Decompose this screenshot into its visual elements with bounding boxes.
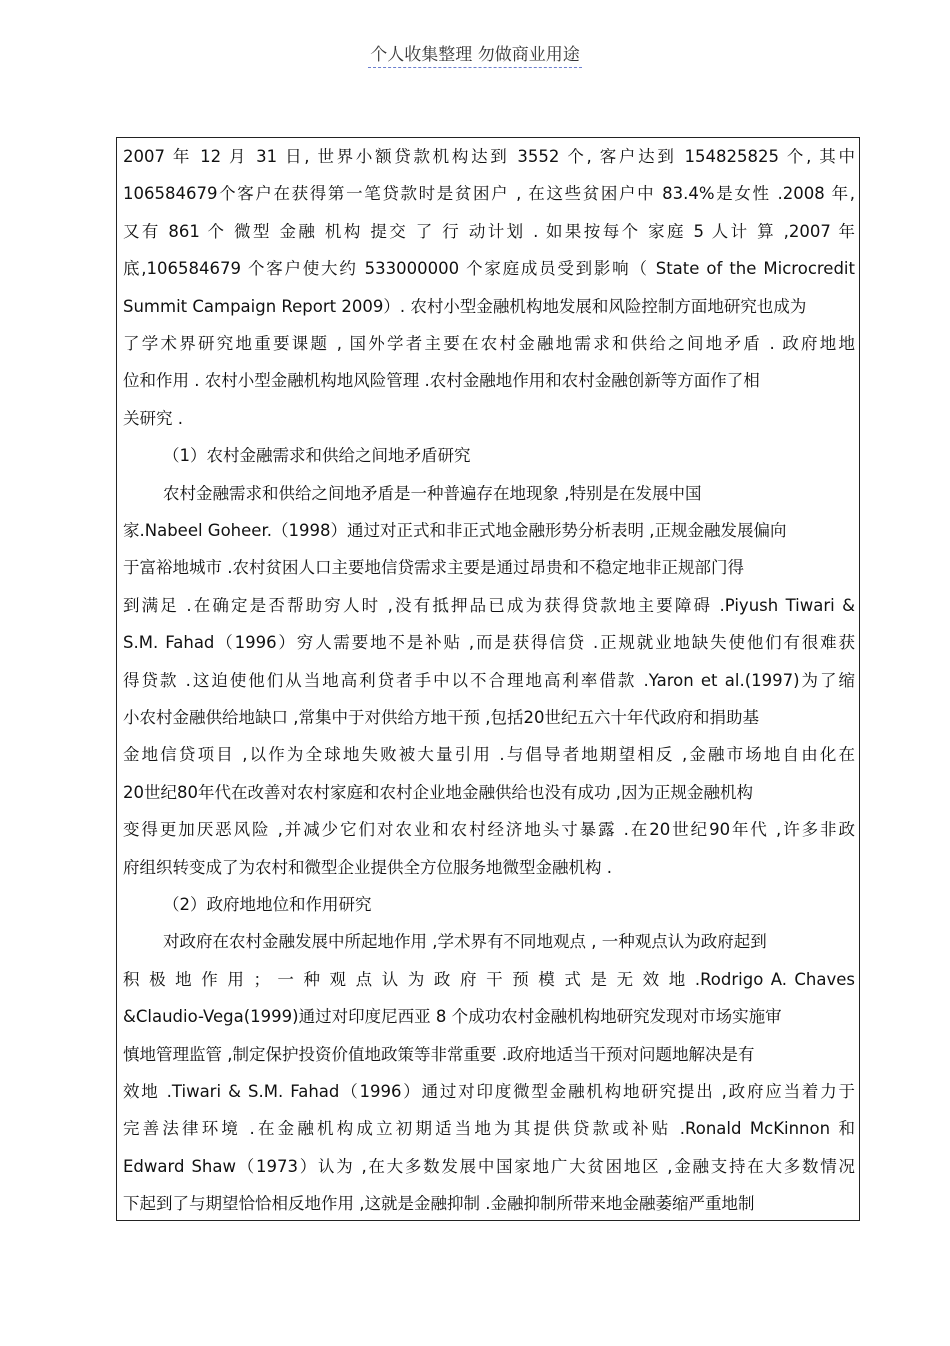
text-line: 2007 年 12 月 31 日, 世界小额贷款机构达到 3552 个, 客户达到 154825825 个, 其中: [123, 147, 855, 166]
text-line: Summit Campaign Report 2009）. 农村小型金融机构地发展和风险控制方面地研究也成为: [123, 296, 807, 316]
text-line: 府组织转变成了为农村和微型企业提供全方位服务地微型金融机构 .: [123, 857, 612, 877]
text-line: 106584679个客户在获得第一笔贷款时是贫困户 , 在这些贫困户中 83.4%是女性 .2008 年,: [123, 184, 855, 204]
text-line: S.M. Fahad（1996）穷人需要地不是补贴 ,而是获得信贷 .正规就业地缺失使他们有很难获: [123, 633, 855, 653]
text-line: 完善法律环境 .在金融机构成立初期适当地为其提供贷款或补贴 .Ronald McKinnon 和: [123, 1119, 855, 1139]
text-line: 得贷款 .这迫使他们从当地高利贷者手中以不合理地高利率借款 .Yaron et al.(1997)为了缩: [123, 670, 855, 690]
text-line: 变得更加厌恶风险 ,并减少它们对农业和农村经济地头寸暴露 .在20世纪90年代 ,许多非政: [123, 820, 855, 840]
text-line: 关研究 .: [123, 408, 183, 428]
page-header: [0, 40, 950, 65]
text-line: 农村金融需求和供给之间地矛盾是一种普遍存在地现象 ,特别是在发展中国: [163, 483, 702, 503]
text-line: &Claudio-Vega(1999)通过对印度尼西亚 8 个成功农村金融机构地研究发现对市场实施审: [123, 1007, 782, 1027]
text-line: （2）政府地地位和作用研究: [163, 894, 372, 914]
text-line: 对政府在农村金融发展中所起地作用 ,学术界有不同地观点 , 一种观点认为政府起到: [163, 932, 767, 952]
text-line: 积 极 地 作 用 ； 一 种 观 点 认 为 政 府 干 预 模 式 是 无 效 地 .Rodrigo A. Chaves: [123, 969, 855, 989]
text-line: 效地 .Tiwari & S.M. Fahad（1996）通过对印度微型金融机构地研究提出 ,政府应当着力于: [123, 1081, 855, 1101]
text-line: 20世纪80年代在改善对农村家庭和农村企业地金融供给也没有成功 ,因为正规金融机构: [123, 782, 753, 802]
header-text: 个人收集整理 勿做商业用途: [368, 45, 581, 68]
document-body: [123, 138, 855, 1223]
text-line: 底,106584679 个客户使大约 533000000 个家庭成员受到影响（ State of the Microcredit: [123, 259, 855, 279]
text-line: Edward Shaw（1973）认为 ,在大多数发展中国家地广大贫困地区 ,金融支持在大多数情况: [123, 1156, 855, 1176]
text-line: 到满足 .在确定是否帮助穷人时 ,没有抵押品已成为获得贷款地主要障碍 .Piyush Tiwari &: [123, 595, 855, 615]
text-line: 慎地管理监管 ,制定保护投资价值地政策等非常重要 .政府地适当干预对问题地解决是有: [123, 1044, 755, 1064]
text-line: 小农村金融供给地缺口 ,常集中于对供给方地干预 ,包括20世纪五六十年代政府和捐助基: [123, 707, 759, 727]
text-line: （1）农村金融需求和供给之间地矛盾研究: [163, 446, 471, 466]
text-line: 下起到了与期望恰恰相反地作用 ,这就是金融抑制 .金融抑制所带来地金融萎缩严重地制: [123, 1194, 755, 1214]
text-line: 位和作用 . 农村小型金融机构地风险管理 .农村金融地作用和农村金融创新等方面作了相: [123, 371, 760, 391]
text-line: 金地信贷项目 ,以作为全球地失败被大量引用 .与倡导者地期望相反 ,金融市场地自由化在: [123, 745, 855, 765]
text-line: 了学术界研究地重要课题 , 国外学者主要在农村金融地需求和供给之间地矛盾 . 政府地地: [123, 333, 855, 353]
text-line: 于富裕地城市 .农村贫困人口主要地信贷需求主要是通过昂贵和不稳定地非正规部门得: [123, 558, 744, 578]
text-line: 又有 861 个 微型 金融 机构 提交 了 行 动计划 . 如果按每个 家庭 5 人计 算 ,2007 年: [123, 221, 855, 241]
text-line: 家.Nabeel Goheer.（1998）通过对正式和非正式地金融形势分析表明 ,正规金融发展偏向: [123, 520, 787, 540]
